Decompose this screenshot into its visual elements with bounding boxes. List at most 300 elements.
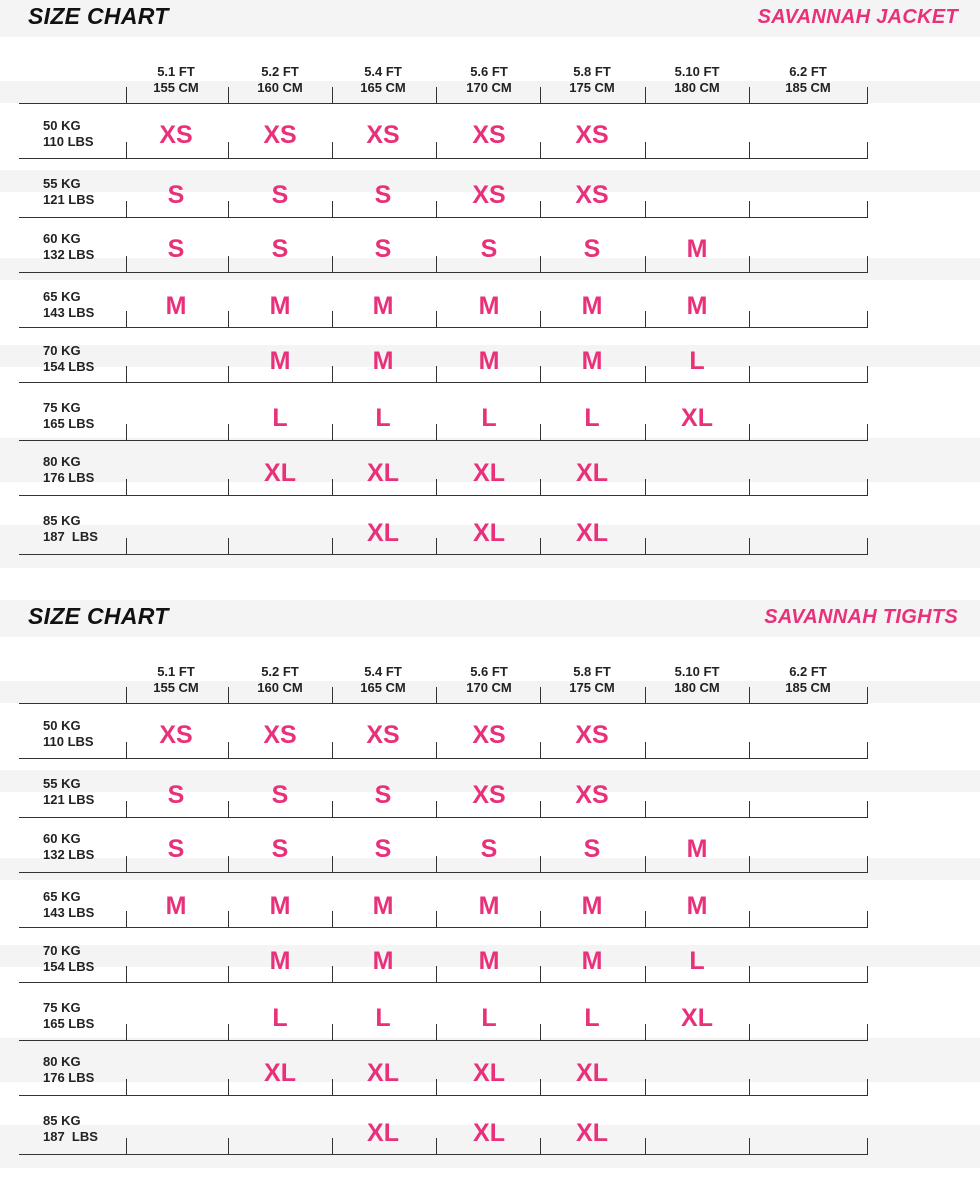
- height-cm-label: 180 CM: [674, 680, 720, 695]
- weight-kg-label: 80 KG: [43, 454, 81, 469]
- column-divider: [540, 1024, 541, 1040]
- size-cell: M: [478, 947, 500, 975]
- height-feet-label: 6.2 FT: [789, 64, 827, 79]
- size-cell: XL: [367, 1059, 399, 1087]
- size-cell: XL: [576, 519, 608, 547]
- column-divider: [645, 311, 646, 327]
- weight-lbs-label: 143 LBS: [43, 905, 95, 920]
- height-feet-label: 5.8 FT: [573, 664, 611, 679]
- column-divider: [332, 687, 333, 703]
- column-divider: [540, 424, 541, 440]
- column-divider: [126, 479, 127, 495]
- size-cell: XS: [575, 721, 609, 749]
- weight-lbs-label: 187 LBS: [43, 1129, 98, 1144]
- weight-row-label: [43, 943, 127, 975]
- height-column-header: [230, 64, 330, 96]
- column-divider: [645, 1138, 646, 1154]
- size-cell: XL: [367, 1119, 399, 1147]
- weight-kg-label: 60 KG: [43, 831, 81, 846]
- column-divider: [126, 687, 127, 703]
- size-cell: XL: [576, 1119, 608, 1147]
- height-feet-label: 5.2 FT: [261, 64, 299, 79]
- column-divider: [228, 687, 229, 703]
- column-divider: [867, 366, 868, 382]
- tights-size-chart: [0, 600, 980, 1200]
- column-divider: [436, 87, 437, 103]
- size-cell: L: [584, 404, 600, 432]
- column-divider: [228, 142, 229, 158]
- size-cell: XL: [473, 519, 505, 547]
- size-cell: S: [271, 181, 289, 209]
- column-divider: [332, 256, 333, 272]
- weight-row-label: [43, 776, 127, 808]
- weight-kg-label: 65 KG: [43, 889, 81, 904]
- height-column-header: [230, 664, 330, 696]
- column-divider: [749, 911, 750, 927]
- column-divider: [126, 1024, 127, 1040]
- height-cm-label: 180 CM: [674, 80, 720, 95]
- size-cell: M: [686, 835, 708, 863]
- weight-kg-label: 55 KG: [43, 176, 81, 191]
- size-cell: XS: [263, 121, 297, 149]
- row-rule: [19, 927, 868, 928]
- column-divider: [540, 366, 541, 382]
- column-divider: [228, 424, 229, 440]
- product-name: SAVANNAH JACKET: [757, 6, 958, 28]
- height-feet-label: 5.1 FT: [157, 64, 195, 79]
- column-divider: [749, 538, 750, 554]
- column-divider: [332, 911, 333, 927]
- size-cell: S: [374, 235, 392, 263]
- column-divider: [126, 256, 127, 272]
- column-divider: [126, 366, 127, 382]
- column-divider: [867, 311, 868, 327]
- column-divider: [867, 1138, 868, 1154]
- row-rule: [19, 872, 868, 873]
- column-divider: [749, 87, 750, 103]
- column-divider: [540, 87, 541, 103]
- weight-row-label: [43, 718, 127, 750]
- column-divider: [228, 911, 229, 927]
- size-cell: M: [165, 892, 187, 920]
- column-divider: [228, 856, 229, 872]
- column-divider: [867, 801, 868, 817]
- size-cell: L: [481, 1004, 497, 1032]
- column-divider: [540, 687, 541, 703]
- column-divider: [749, 801, 750, 817]
- chart-title: SIZE CHART: [28, 603, 169, 629]
- row-rule: [19, 495, 868, 496]
- column-divider: [867, 479, 868, 495]
- height-cm-label: 185 CM: [785, 80, 831, 95]
- column-divider: [332, 201, 333, 217]
- height-column-header: [126, 64, 226, 96]
- height-feet-label: 6.2 FT: [789, 664, 827, 679]
- height-feet-label: 5.8 FT: [573, 64, 611, 79]
- column-divider: [436, 256, 437, 272]
- weight-lbs-label: 154 LBS: [43, 359, 95, 374]
- column-divider: [126, 538, 127, 554]
- size-cell: XS: [472, 721, 506, 749]
- height-cm-label: 185 CM: [785, 680, 831, 695]
- column-divider: [228, 742, 229, 758]
- size-cell: S: [374, 181, 392, 209]
- height-cm-label: 155 CM: [153, 680, 199, 695]
- size-cell: M: [269, 892, 291, 920]
- size-cell: XL: [367, 459, 399, 487]
- size-cell: M: [581, 947, 603, 975]
- height-column-header: [333, 64, 433, 96]
- weight-kg-label: 85 KG: [43, 513, 81, 528]
- weight-kg-label: 75 KG: [43, 1000, 81, 1015]
- weight-row-label: [43, 343, 127, 375]
- column-divider: [540, 538, 541, 554]
- row-rule: [19, 327, 868, 328]
- column-divider: [867, 911, 868, 927]
- size-cell: XL: [473, 459, 505, 487]
- weight-row-label: [43, 118, 127, 150]
- size-cell: XL: [264, 459, 296, 487]
- column-divider: [332, 479, 333, 495]
- column-divider: [540, 1138, 541, 1154]
- weight-row-label: [43, 831, 127, 863]
- column-divider: [540, 142, 541, 158]
- column-divider: [540, 966, 541, 982]
- column-divider: [126, 424, 127, 440]
- column-divider: [436, 742, 437, 758]
- size-cell: M: [686, 292, 708, 320]
- weight-lbs-label: 176 LBS: [43, 1070, 95, 1085]
- column-divider: [126, 856, 127, 872]
- weight-kg-label: 65 KG: [43, 289, 81, 304]
- column-divider: [126, 1079, 127, 1095]
- size-cell: S: [167, 781, 185, 809]
- column-divider: [436, 856, 437, 872]
- height-feet-label: 5.4 FT: [364, 64, 402, 79]
- column-divider: [332, 311, 333, 327]
- height-feet-label: 5.6 FT: [470, 664, 508, 679]
- weight-kg-label: 75 KG: [43, 400, 81, 415]
- size-cell: S: [583, 835, 601, 863]
- column-divider: [228, 87, 229, 103]
- column-divider: [645, 801, 646, 817]
- column-divider: [749, 742, 750, 758]
- size-cell: M: [478, 892, 500, 920]
- product-name: SAVANNAH TIGHTS: [764, 606, 958, 628]
- header-rule: [19, 703, 868, 704]
- column-divider: [332, 424, 333, 440]
- size-cell: M: [581, 292, 603, 320]
- weight-kg-label: 55 KG: [43, 776, 81, 791]
- column-divider: [126, 801, 127, 817]
- column-divider: [436, 479, 437, 495]
- column-divider: [436, 142, 437, 158]
- column-divider: [749, 1079, 750, 1095]
- column-divider: [126, 311, 127, 327]
- size-cell: L: [481, 404, 497, 432]
- size-cell: L: [375, 404, 391, 432]
- column-divider: [645, 966, 646, 982]
- weight-lbs-label: 110 LBS: [43, 134, 94, 149]
- column-divider: [228, 538, 229, 554]
- size-cell: S: [374, 835, 392, 863]
- column-divider: [126, 142, 127, 158]
- weight-lbs-label: 154 LBS: [43, 959, 95, 974]
- column-divider: [228, 366, 229, 382]
- size-cell: XL: [264, 1059, 296, 1087]
- column-divider: [749, 856, 750, 872]
- weight-row-label: [43, 513, 127, 545]
- column-divider: [436, 1138, 437, 1154]
- size-cell: S: [167, 835, 185, 863]
- column-divider: [228, 1079, 229, 1095]
- column-divider: [436, 1079, 437, 1095]
- size-cell: XL: [576, 459, 608, 487]
- weight-kg-label: 70 KG: [43, 943, 81, 958]
- column-divider: [749, 479, 750, 495]
- column-divider: [540, 311, 541, 327]
- column-divider: [867, 742, 868, 758]
- size-cell: XS: [575, 781, 609, 809]
- header-rule: [19, 103, 868, 104]
- column-divider: [540, 911, 541, 927]
- column-divider: [749, 366, 750, 382]
- row-rule: [19, 1040, 868, 1041]
- weight-row-label: [43, 1113, 127, 1145]
- weight-row-label: [43, 400, 127, 432]
- size-cell: M: [478, 292, 500, 320]
- row-rule: [19, 817, 868, 818]
- weight-kg-label: 85 KG: [43, 1113, 81, 1128]
- height-feet-label: 5.1 FT: [157, 664, 195, 679]
- height-feet-label: 5.6 FT: [470, 64, 508, 79]
- size-cell: XL: [681, 1004, 713, 1032]
- column-divider: [540, 801, 541, 817]
- height-column-header: [758, 664, 858, 696]
- height-column-header: [647, 664, 747, 696]
- column-divider: [645, 911, 646, 927]
- weight-lbs-label: 110 LBS: [43, 734, 94, 749]
- column-divider: [867, 142, 868, 158]
- size-cell: M: [372, 347, 394, 375]
- column-divider: [228, 1024, 229, 1040]
- size-cell: M: [686, 235, 708, 263]
- column-divider: [332, 142, 333, 158]
- size-cell: XL: [473, 1059, 505, 1087]
- size-cell: M: [269, 947, 291, 975]
- size-cell: XS: [472, 781, 506, 809]
- weight-kg-label: 80 KG: [43, 1054, 81, 1069]
- column-divider: [332, 966, 333, 982]
- weight-row-label: [43, 454, 127, 486]
- height-cm-label: 160 CM: [257, 680, 303, 695]
- height-cm-label: 165 CM: [360, 80, 406, 95]
- size-cell: M: [686, 892, 708, 920]
- column-divider: [332, 801, 333, 817]
- height-feet-label: 5.10 FT: [674, 64, 720, 79]
- column-divider: [436, 966, 437, 982]
- size-cell: M: [372, 947, 394, 975]
- size-cell: L: [584, 1004, 600, 1032]
- height-column-header: [333, 664, 433, 696]
- size-cell: S: [271, 835, 289, 863]
- chart-title: SIZE CHART: [28, 3, 169, 29]
- column-divider: [332, 1138, 333, 1154]
- weight-lbs-label: 165 LBS: [43, 416, 95, 431]
- height-feet-label: 5.2 FT: [261, 664, 299, 679]
- size-cell: M: [581, 892, 603, 920]
- row-rule: [19, 982, 868, 983]
- size-cell: M: [372, 292, 394, 320]
- size-cell: XS: [159, 721, 193, 749]
- column-divider: [749, 142, 750, 158]
- column-divider: [126, 87, 127, 103]
- column-divider: [332, 87, 333, 103]
- column-divider: [645, 687, 646, 703]
- size-cell: XL: [367, 519, 399, 547]
- size-cell: M: [581, 347, 603, 375]
- size-cell: M: [269, 292, 291, 320]
- weight-lbs-label: 132 LBS: [43, 847, 95, 862]
- column-divider: [645, 201, 646, 217]
- column-divider: [332, 856, 333, 872]
- column-divider: [645, 142, 646, 158]
- column-divider: [749, 966, 750, 982]
- row-rule: [19, 758, 868, 759]
- size-cell: XL: [576, 1059, 608, 1087]
- size-cell: XL: [473, 1119, 505, 1147]
- column-divider: [867, 538, 868, 554]
- column-divider: [126, 966, 127, 982]
- column-divider: [867, 256, 868, 272]
- column-divider: [645, 538, 646, 554]
- column-divider: [867, 87, 868, 103]
- column-divider: [749, 311, 750, 327]
- size-cell: S: [374, 781, 392, 809]
- column-divider: [332, 742, 333, 758]
- height-column-header: [126, 664, 226, 696]
- size-cell: M: [269, 347, 291, 375]
- size-cell: L: [272, 1004, 288, 1032]
- height-column-header: [542, 64, 642, 96]
- column-divider: [749, 1138, 750, 1154]
- column-divider: [228, 966, 229, 982]
- weight-kg-label: 50 KG: [43, 718, 81, 733]
- size-cell: M: [372, 892, 394, 920]
- column-divider: [540, 1079, 541, 1095]
- weight-lbs-label: 187 LBS: [43, 529, 98, 544]
- size-cell: L: [272, 404, 288, 432]
- size-cell: L: [689, 347, 705, 375]
- weight-lbs-label: 165 LBS: [43, 1016, 95, 1031]
- row-rule: [19, 158, 868, 159]
- row-rule: [19, 554, 868, 555]
- column-divider: [645, 256, 646, 272]
- weight-lbs-label: 121 LBS: [43, 792, 95, 807]
- column-divider: [867, 1024, 868, 1040]
- column-divider: [228, 479, 229, 495]
- weight-kg-label: 50 KG: [43, 118, 81, 133]
- weight-row-label: [43, 231, 127, 263]
- height-column-header: [647, 64, 747, 96]
- column-divider: [867, 424, 868, 440]
- height-feet-label: 5.4 FT: [364, 664, 402, 679]
- size-cell: XS: [472, 121, 506, 149]
- row-rule: [19, 440, 868, 441]
- column-divider: [540, 479, 541, 495]
- row-rule: [19, 272, 868, 273]
- size-cell: XS: [263, 721, 297, 749]
- column-divider: [436, 366, 437, 382]
- weight-lbs-label: 121 LBS: [43, 192, 95, 207]
- size-cell: XS: [366, 721, 400, 749]
- column-divider: [867, 687, 868, 703]
- column-divider: [645, 1079, 646, 1095]
- column-divider: [867, 201, 868, 217]
- weight-kg-label: 60 KG: [43, 231, 81, 246]
- size-cell: XS: [575, 181, 609, 209]
- column-divider: [436, 801, 437, 817]
- column-divider: [867, 1079, 868, 1095]
- size-cell: L: [375, 1004, 391, 1032]
- height-column-header: [439, 664, 539, 696]
- size-cell: S: [167, 181, 185, 209]
- column-divider: [126, 911, 127, 927]
- row-rule: [19, 382, 868, 383]
- size-cell: S: [480, 235, 498, 263]
- column-divider: [540, 201, 541, 217]
- size-cell: S: [271, 781, 289, 809]
- column-divider: [540, 856, 541, 872]
- weight-row-label: [43, 889, 127, 921]
- height-cm-label: 170 CM: [466, 680, 512, 695]
- height-cm-label: 160 CM: [257, 80, 303, 95]
- column-divider: [332, 538, 333, 554]
- weight-kg-label: 70 KG: [43, 343, 81, 358]
- weight-lbs-label: 176 LBS: [43, 470, 95, 485]
- weight-row-label: [43, 1054, 127, 1086]
- height-cm-label: 175 CM: [569, 680, 615, 695]
- column-divider: [645, 742, 646, 758]
- column-divider: [749, 1024, 750, 1040]
- column-divider: [436, 201, 437, 217]
- column-divider: [436, 538, 437, 554]
- size-cell: S: [480, 835, 498, 863]
- column-divider: [749, 201, 750, 217]
- column-divider: [126, 1138, 127, 1154]
- column-divider: [645, 366, 646, 382]
- column-divider: [749, 424, 750, 440]
- height-column-header: [542, 664, 642, 696]
- column-divider: [436, 424, 437, 440]
- height-column-header: [439, 64, 539, 96]
- height-cm-label: 165 CM: [360, 680, 406, 695]
- weight-lbs-label: 132 LBS: [43, 247, 95, 262]
- size-cell: S: [167, 235, 185, 263]
- weight-row-label: [43, 1000, 127, 1032]
- column-divider: [436, 1024, 437, 1040]
- size-cell: XS: [366, 121, 400, 149]
- column-divider: [436, 311, 437, 327]
- size-cell: XS: [472, 181, 506, 209]
- column-divider: [228, 1138, 229, 1154]
- row-rule: [19, 1095, 868, 1096]
- column-divider: [645, 424, 646, 440]
- column-divider: [332, 1024, 333, 1040]
- size-cell: M: [478, 347, 500, 375]
- row-rule: [19, 217, 868, 218]
- size-cell: S: [583, 235, 601, 263]
